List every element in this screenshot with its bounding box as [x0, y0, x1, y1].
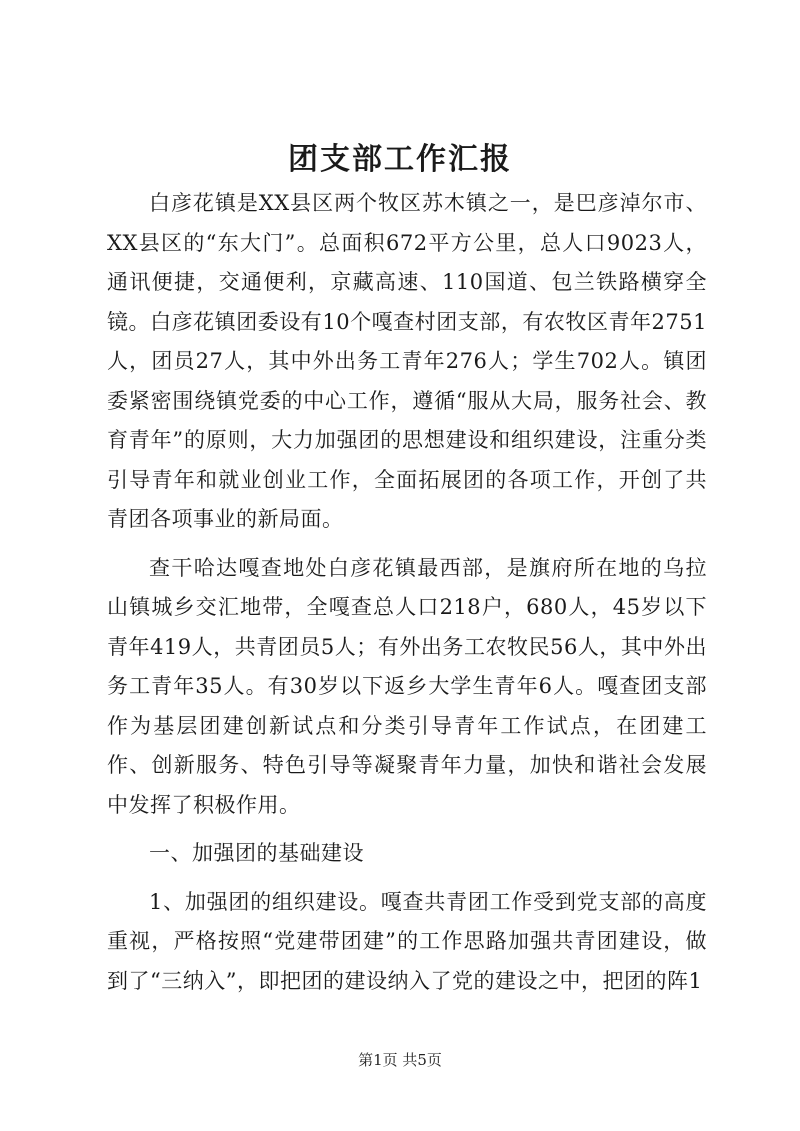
- page-footer: 第1页 共5页: [358, 1051, 442, 1069]
- section-heading: 一、加强团的基础建设: [149, 841, 364, 865]
- paragraph-intro: 白彦花镇是XX县区两个牧区苏木镇之一，是巴彦淖尔市、XX县区的“东大门”。总面积672平方公里，总人口9023人，通讯便捷，交通便利，京藏高速、110国道、包兰铁路横穿全镜。白彦花镇团委设有10个嘎查村团支部，有农牧区青年2751人，团员27人，其中外出务工青年276人；学生702人。镇团委紧密围绕镇党委的中心工作，遵循“服从大局，服务社会、教育青年”的原则，大力加强团的思想建设和组织建设，注重分类引导青年和就业创业工作，全面拓展团的各项工作，开创了共青团各项事业的新局面。: [107, 191, 707, 531]
- document-title: 团支部工作汇报: [288, 142, 512, 177]
- paragraph-chaganhada: 查干哈达嘎查地处白彦花镇最西部，是旗府所在地的乌拉山镇城乡交汇地带，全嘎查总人口218户，680人，45岁以下青年419人，共青团员5人；有外出务工农牧民56人，其中外出务工青年35人。有30岁以下返乡大学生青年6人。嘎查团支部作为基层团建创新试点和分类引导青年工作试点，在团建工作、创新服务、特色引导等凝聚青年力量，加快和谐社会发展中发挥了积极作用。: [107, 555, 707, 817]
- document-body: [107, 184, 707, 1010]
- paragraph-organization: 1、加强团的组织建设。嘎查共青团工作受到党支部的高度重视，严格按照“党建带团建”的工作思路加强共青团建设，做到了“三纳入”，即把团的建设纳入了党的建设之中，把团的阵1: [107, 889, 707, 993]
